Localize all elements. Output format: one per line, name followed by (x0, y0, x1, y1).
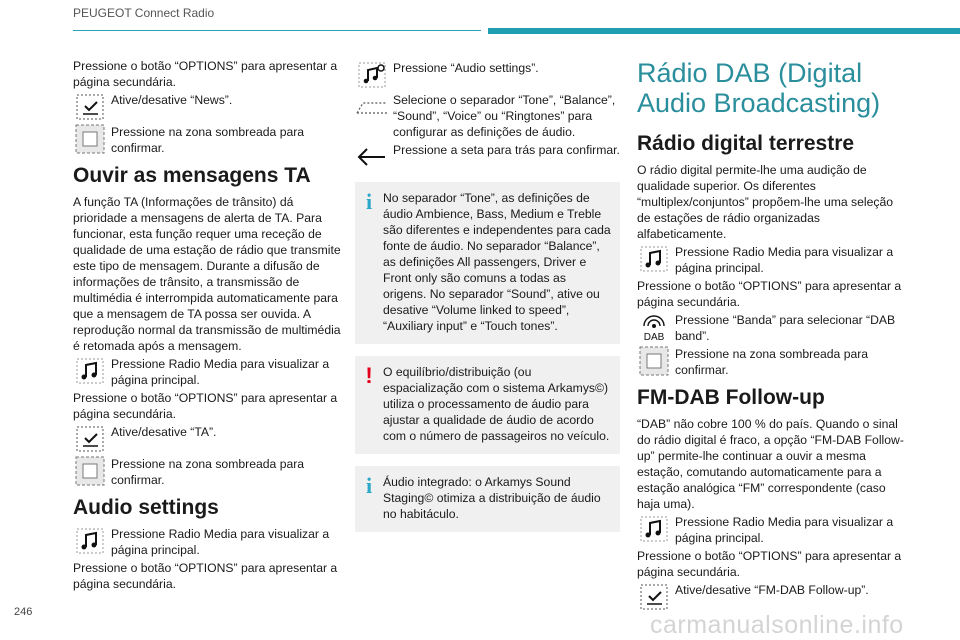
heading-dab: Rádio DAB (Digital Audio Broadcasting) (637, 58, 881, 118)
instruction-ta-toggle (73, 424, 343, 454)
shaded-zone-icon (73, 456, 107, 486)
instruction-audio-settings (355, 60, 620, 90)
options-instruction: Pressione o botão “OPTIONS” para apresentar a página secundária. (637, 549, 902, 579)
tab-selector-icon (355, 92, 389, 122)
column-2 (355, 58, 620, 532)
music-note-icon (73, 356, 107, 386)
back-arrow-icon (355, 142, 389, 172)
music-note-icon (637, 514, 671, 544)
instruction-follow-toggle (637, 582, 907, 612)
heading-ta: Ouvir as mensagens TA (73, 164, 311, 187)
instruction-text: Pressione “Audio settings”. (393, 61, 539, 75)
instruction-banda (637, 312, 907, 344)
instruction-text: Ative/desative “FM-DAB Follow-up”. (675, 583, 869, 597)
instruction-back (355, 142, 620, 172)
music-note-icon (637, 244, 671, 274)
page-number: 246 (14, 606, 33, 618)
header-accent-bar (488, 28, 960, 34)
paragraph-fm-dab: “DAB” não cobre 100 % do país. Quando o sinal do rádio digital é fraco, a opção “FM-DAB Follow-up” permite-lhe continuar a ouvir a mesma estação, comutando automaticamente para a estação analógica “FM” correspondente (caso haja uma). (637, 417, 904, 511)
info-icon: i (365, 473, 373, 498)
paragraph-terrestrial: O rádio digital permite-lhe uma audição de qualidade superior. Os diferentes “multiplex/conjuntos” propõem-lhe uma seleção de estações de rádio organizadas alfabeticamente. (637, 163, 894, 241)
heading-audio-settings: Audio settings (73, 496, 219, 519)
instruction-text: Pressione Radio Media para visualizar a página principal. (675, 245, 894, 275)
header-rule (73, 30, 481, 31)
instruction-shaded (637, 346, 907, 378)
running-header: PEUGEOT Connect Radio (73, 6, 215, 20)
warning-note (355, 356, 620, 454)
dab-icon-text: DAB (643, 332, 665, 342)
instruction-text: Pressione Radio Media para visualizar a página principal. (111, 357, 330, 387)
instruction-radio-media (637, 244, 907, 276)
heading-terrestrial: Rádio digital terrestre (637, 132, 855, 155)
options-instruction: Pressione o botão “OPTIONS” para apresentar a página secundária. (73, 59, 338, 89)
instruction-text: Pressione na zona sombreada para confirmar. (675, 347, 869, 377)
instruction-tabs (355, 92, 620, 140)
instruction-text: Ative/desative “News”. (111, 93, 233, 107)
dab-antenna-icon (637, 312, 671, 342)
instruction-news (73, 92, 343, 122)
audio-settings-icon (355, 60, 389, 90)
instruction-radio-media (73, 356, 343, 388)
instruction-text: Pressione a seta para trás para confirmar. (393, 143, 620, 157)
warning-text: O equilíbrio/distribuição (ou espacialização com o sistema Arkamys©) utiliza o processamento de áudio para ajustar a qualidade de áudio de acordo com o número de passageiros no veículo. (383, 365, 610, 443)
options-instruction: Pressione o botão “OPTIONS” para apresentar a página secundária. (637, 279, 902, 309)
instruction-text: Pressione “Banda” para selecionar “DAB band”. (675, 313, 896, 343)
options-instruction: Pressione o botão “OPTIONS” para apresentar a página secundária. (73, 561, 338, 591)
instruction-radio-media (73, 526, 343, 558)
info-note (355, 466, 620, 532)
checkbox-icon (73, 92, 107, 122)
info-text: No separador “Tone”, as definições de áudio Ambience, Bass, Medium e Treble são diferentes e independentes para cada fonte de áudio. No separador “Balance”, as definições All passengers, Driver e Front only são comuns a todas as origens. No separador “Sound”, ative ou desative “Volume linked to speed”, “Auxiliary input” e “Touch tones”. (383, 191, 611, 333)
shaded-zone-icon (637, 346, 671, 376)
music-note-icon (73, 526, 107, 556)
instruction-shaded (73, 124, 343, 156)
column-3 (637, 58, 907, 614)
shaded-zone-icon (73, 124, 107, 154)
paragraph-ta: A função TA (Informações de trânsito) dá prioridade a mensagens de alerta de TA. Para funcionar, esta função requer uma receção de qualidade de uma estação de rádio que transmite este tipo de mensagem. Durante a difusão de informações de trânsito, a transmissão de multimédia é interrompida automaticamente para que a mensagem de TA possa ser ouvida. A reprodução normal da transmissão de multimédia é retomada após a mensagem. (73, 195, 341, 353)
options-instruction: Pressione o botão “OPTIONS” para apresentar a página secundária. (73, 391, 338, 421)
column-1 (73, 58, 343, 592)
instruction-text: Pressione Radio Media para visualizar a página principal. (111, 527, 330, 557)
info-icon: i (365, 189, 373, 214)
instruction-radio-media (637, 514, 907, 546)
instruction-text: Pressione Radio Media para visualizar a página principal. (675, 515, 894, 545)
info-text: Áudio integrado: o Arkamys Sound Staging© otimiza a distribuição de áudio no habitáculo. (383, 475, 601, 521)
warning-icon: ! (365, 363, 373, 388)
instruction-text: Pressione na zona sombreada para confirmar. (111, 457, 305, 487)
instruction-shaded (73, 456, 343, 488)
instruction-text: Pressione na zona sombreada para confirmar. (111, 125, 305, 155)
checkbox-icon (73, 424, 107, 454)
instruction-text: Ative/desative “TA”. (111, 425, 217, 439)
instruction-text: Selecione o separador “Tone”, “Balance”, “Sound”, “Voice” ou “Ringtones” para configurar as definições de áudio. (393, 93, 616, 139)
watermark: carmanualsonline.info (650, 611, 904, 639)
heading-fm-dab: FM-DAB Follow-up (637, 386, 825, 409)
checkbox-icon (637, 582, 671, 612)
info-note (355, 182, 620, 344)
